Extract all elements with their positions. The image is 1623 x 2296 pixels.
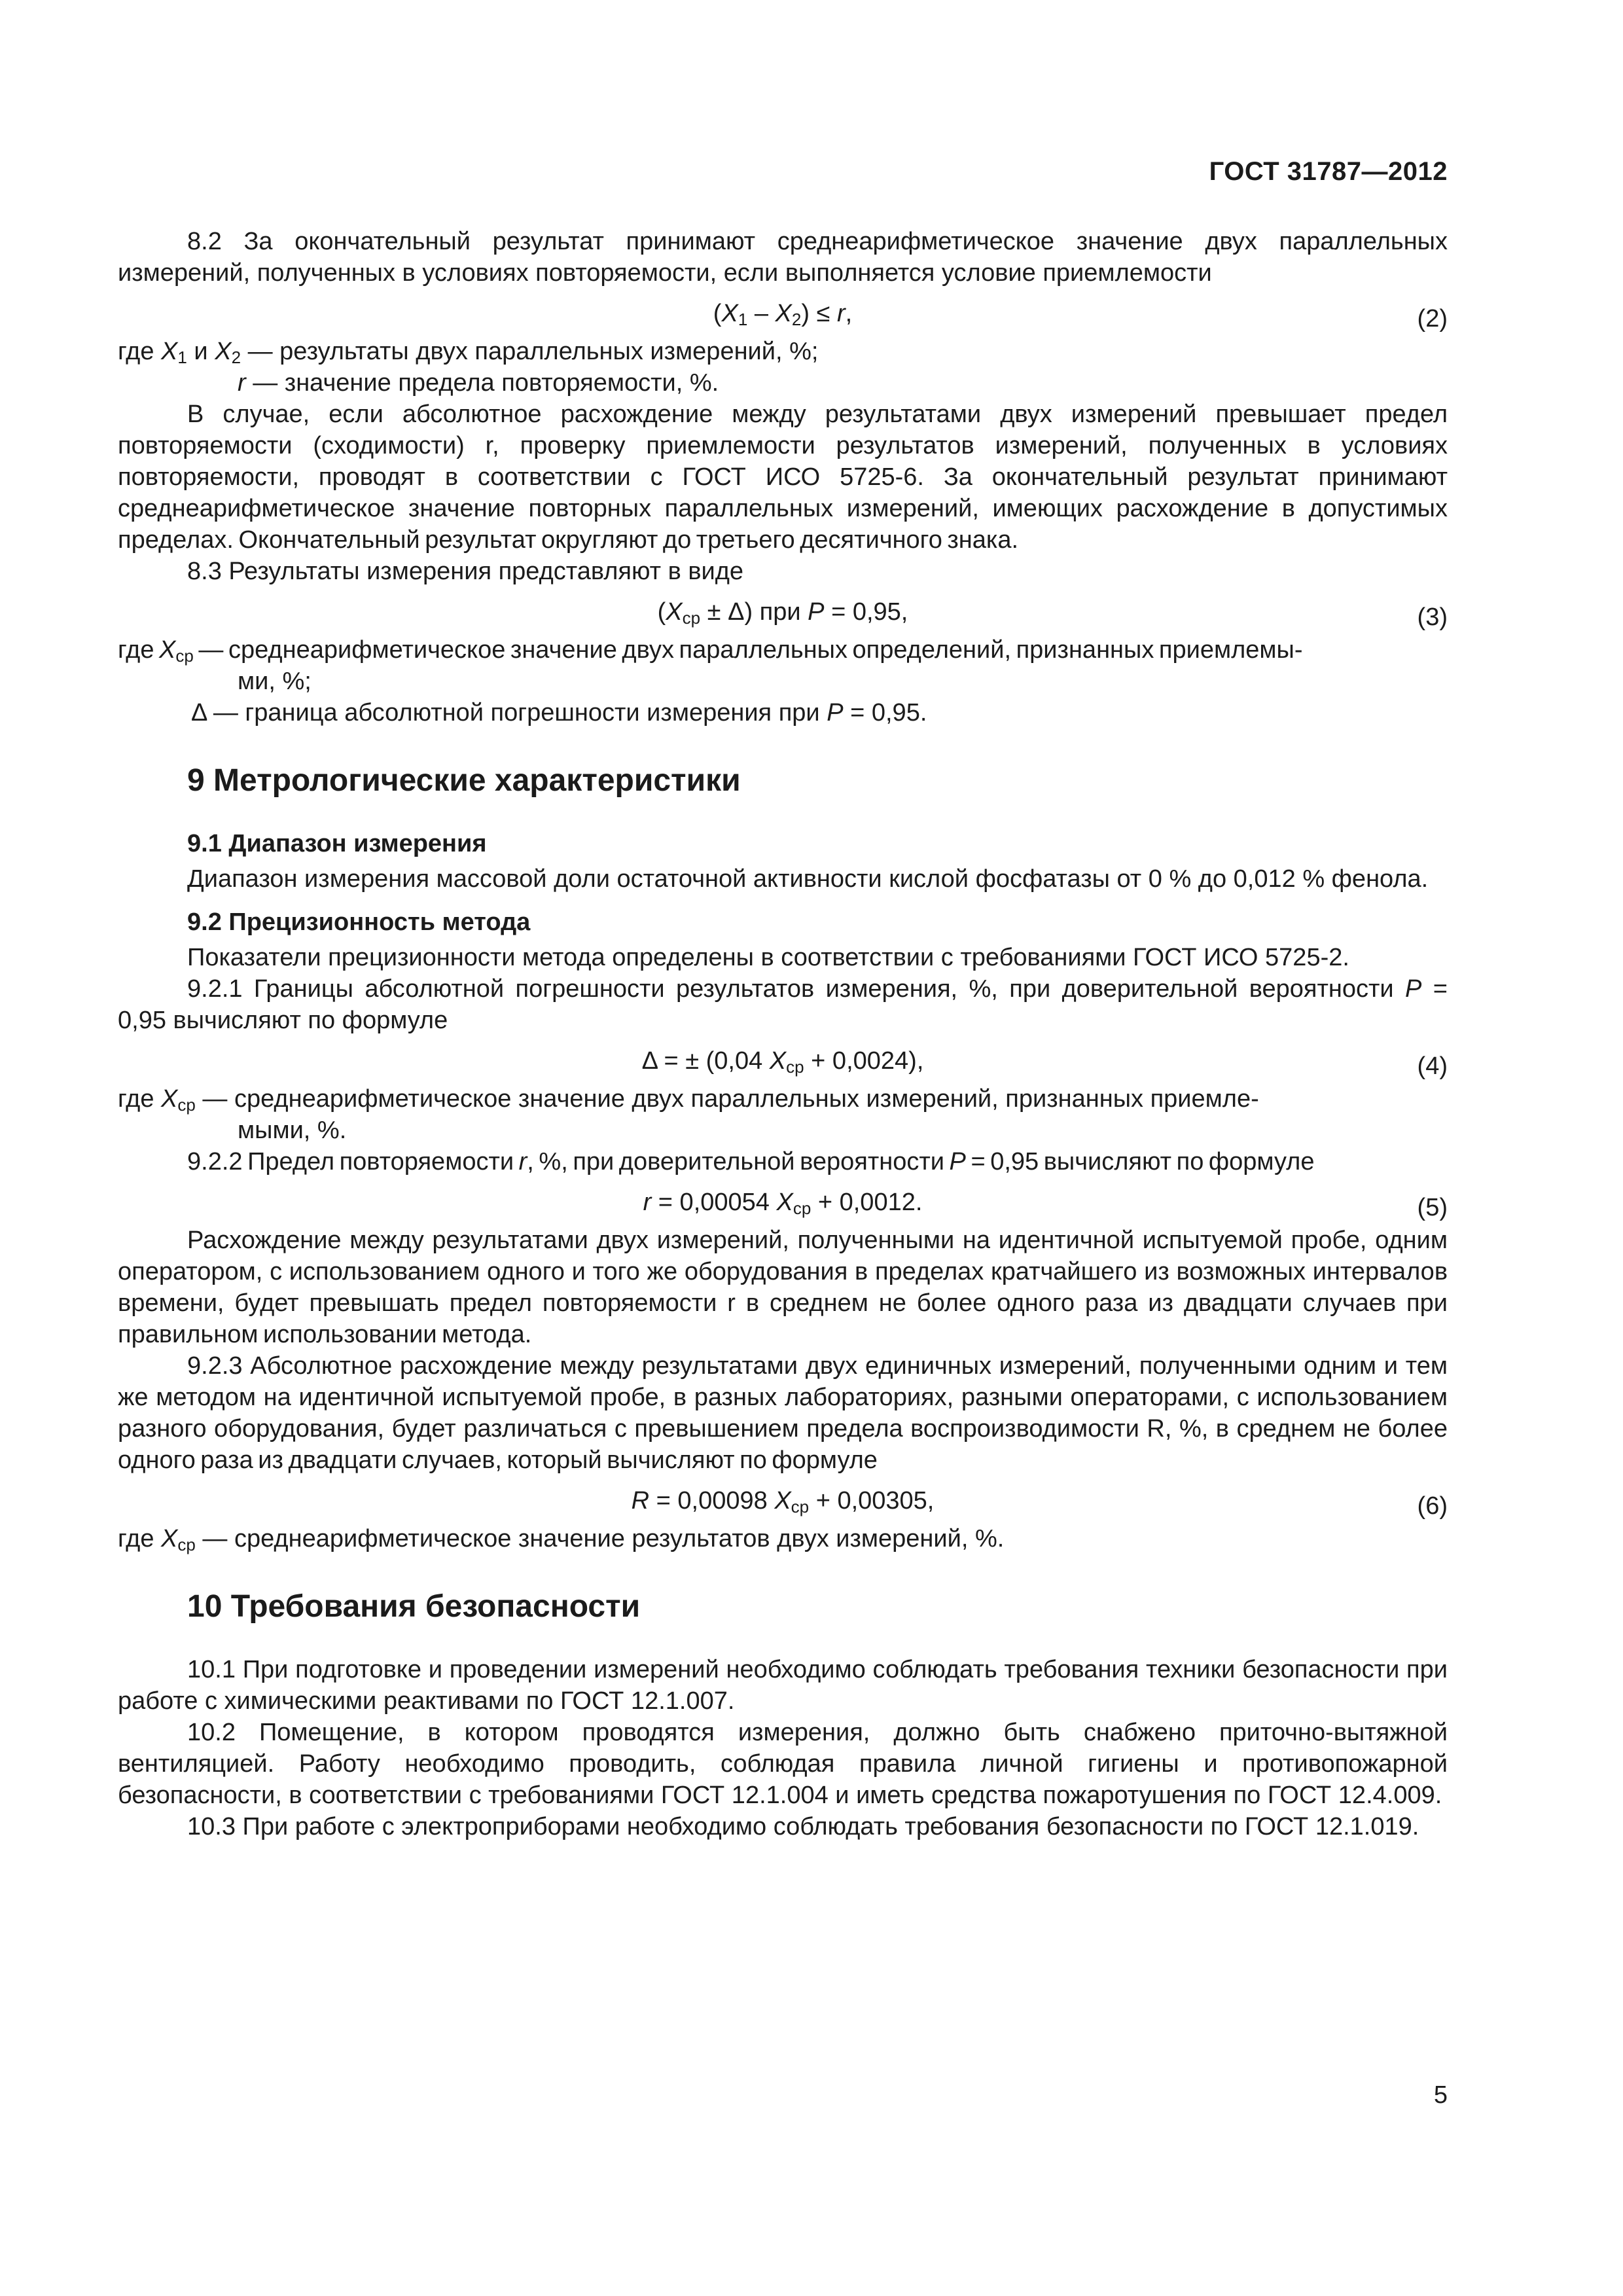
- equation-3-formula: $(X_{ср} \pm \Delta)$ при P = 0,95,: [657, 598, 908, 628]
- equation-3: [118, 594, 1448, 630]
- where-x-avg-4: где $X_{ср}$ — среднеарифметическое значение двух параллельных измерений, признанных приемле-: [118, 1085, 1259, 1115]
- where-x-avg-4-cont: мыми, %.: [238, 1117, 347, 1144]
- equation-5-formula: r = 0,00054 $X_{ср} + 0,0012$.: [643, 1189, 923, 1218]
- where-x1-x2: где $X_1$ и $X_2$ — результаты двух параллельных измерений, %;: [118, 338, 819, 367]
- equation-6: [118, 1482, 1448, 1519]
- equation-2-number: (2): [1417, 305, 1448, 332]
- paragraph-9-2-2: 9.2.2 Предел повторяемости r, %, при доверительной вероятности P = 0,95 вычисляют по формуле: [187, 1148, 1315, 1175]
- paragraph-repeatability-difference: Расхождение между результатами двух измерений, полученными на идентичной испытуемой пробе, одним оператором, с использованием одного и того же оборудования в пределах кратчайшего из возможных интервалов времени, будет превышать предел повторяемости r в среднем не более одного раза из двадцати случаев при правильном использовании метода.: [118, 1227, 1448, 1348]
- paragraph-10-3: 10.3 При работе с электроприборами необходимо соблюдать требования безопасности по ГОСТ 12.1.019.: [187, 1813, 1419, 1840]
- subsection-9-2-title: 9.2 Прецизионность метода: [187, 908, 531, 936]
- paragraph-9-2-3: 9.2.3 Абсолютное расхождение между результатами двух единичных измерений, полученными одним и тем же методом на идентичной испытуемой пробе, в разных лабораториях, разными операторами, с использованием разного оборудования, будет различаться с превышением предела воспроизводимости R, %, в среднем не более одного раза из двадцати случаев, который вычисляют по формуле: [118, 1352, 1448, 1474]
- equation-4-number: (4): [1417, 1052, 1448, 1080]
- equation-2: [118, 295, 1448, 332]
- where-x-avg-3-cont: ми, %;: [238, 668, 312, 695]
- where-x-avg-6: где $X_{ср}$ — среднеарифметическое значение результатов двух измерений, %.: [118, 1525, 1005, 1554]
- document-code-header: ГОСТ 31787—2012: [1209, 157, 1448, 186]
- paragraph-9-2: Показатели прецизионности метода определены в соответствии с требованиями ГОСТ ИСО 5725-2.: [187, 944, 1349, 971]
- paragraph-10-2: 10.2 Помещение, в котором проводятся измерения, должно быть снабжено приточно-вытяжной вентиляцией. Работу необходимо проводить, соблюдая правила личной гигиены и противопожарной безопасности, в соответствии с требованиями ГОСТ 12.1.004 и иметь средства пожаротушения по ГОСТ 12.4.009.: [118, 1719, 1448, 1809]
- equation-5-number: (5): [1417, 1194, 1448, 1221]
- equation-4: [118, 1043, 1448, 1079]
- equation-2-formula: $(X_1 - X_2) \le r$,: [713, 300, 853, 329]
- paragraph-repeatability-check: В случае, если абсолютное расхождение между результатами двух измерений превышает предел повторяемости (сходимости) r, проверку приемлемости результатов измерений, полученных в условиях повторяемости, проводят в соответствии с ГОСТ ИСО 5725-6. За окончательный результат принимают среднеарифметическое значение повторных параллельных измерений, имеющих расхождение в допустимых пределах. Окончательный результат округляют до третьего десятичного знака.: [118, 401, 1448, 554]
- page-content: [118, 226, 1448, 1842]
- where-delta: Δ — граница абсолютной погрешности измерения при P = 0,95.: [191, 699, 927, 726]
- paragraph-9-1: Диапазон измерения массовой доли остаточной активности кислой фосфатазы от 0 % до 0,012 % фенола.: [187, 865, 1429, 893]
- subsection-9-1-title: 9.1 Диапазон измерения: [187, 830, 487, 857]
- equation-3-number: (3): [1417, 603, 1448, 631]
- paragraph-8-2: 8.2 За окончательный результат принимают среднеарифметическое значение двух параллельных измерений, полученных в условиях повторяемости, если выполняется условие приемлемости: [118, 228, 1448, 287]
- where-r: r — значение предела повторяемости, %.: [238, 369, 719, 397]
- paragraph-10-1: 10.1 При подготовке и проведении измерений необходимо соблюдать требования техники безопасности при работе с химическими реактивами по ГОСТ 12.1.007.: [118, 1656, 1448, 1715]
- where-x-avg-3: где $X_{ср}$ — среднеарифметическое значение двух параллельных определений, признанных приемлемы-: [118, 636, 1303, 666]
- paragraph-9-2-1: 9.2.1 Границы абсолютной погрешности результатов измерения, %, при доверительной вероятности P = 0,95 вычисляют по формуле: [118, 975, 1448, 1034]
- paragraph-8-3: 8.3 Результаты измерения представляют в виде: [187, 558, 744, 585]
- section-9-title: 9 Метрологические характеристики: [187, 763, 741, 798]
- equation-6-number: (6): [1417, 1492, 1448, 1520]
- equation-6-formula: R = 0,00098 $X_{ср} + 0,00305$,: [631, 1487, 935, 1516]
- equation-5: [118, 1184, 1448, 1221]
- page-number: 5: [1433, 2081, 1448, 2109]
- section-10-title: 10 Требования безопасности: [187, 1589, 641, 1624]
- equation-4-formula: Δ = ± (0,04 $X_{ср} + 0,0024$),: [641, 1047, 924, 1077]
